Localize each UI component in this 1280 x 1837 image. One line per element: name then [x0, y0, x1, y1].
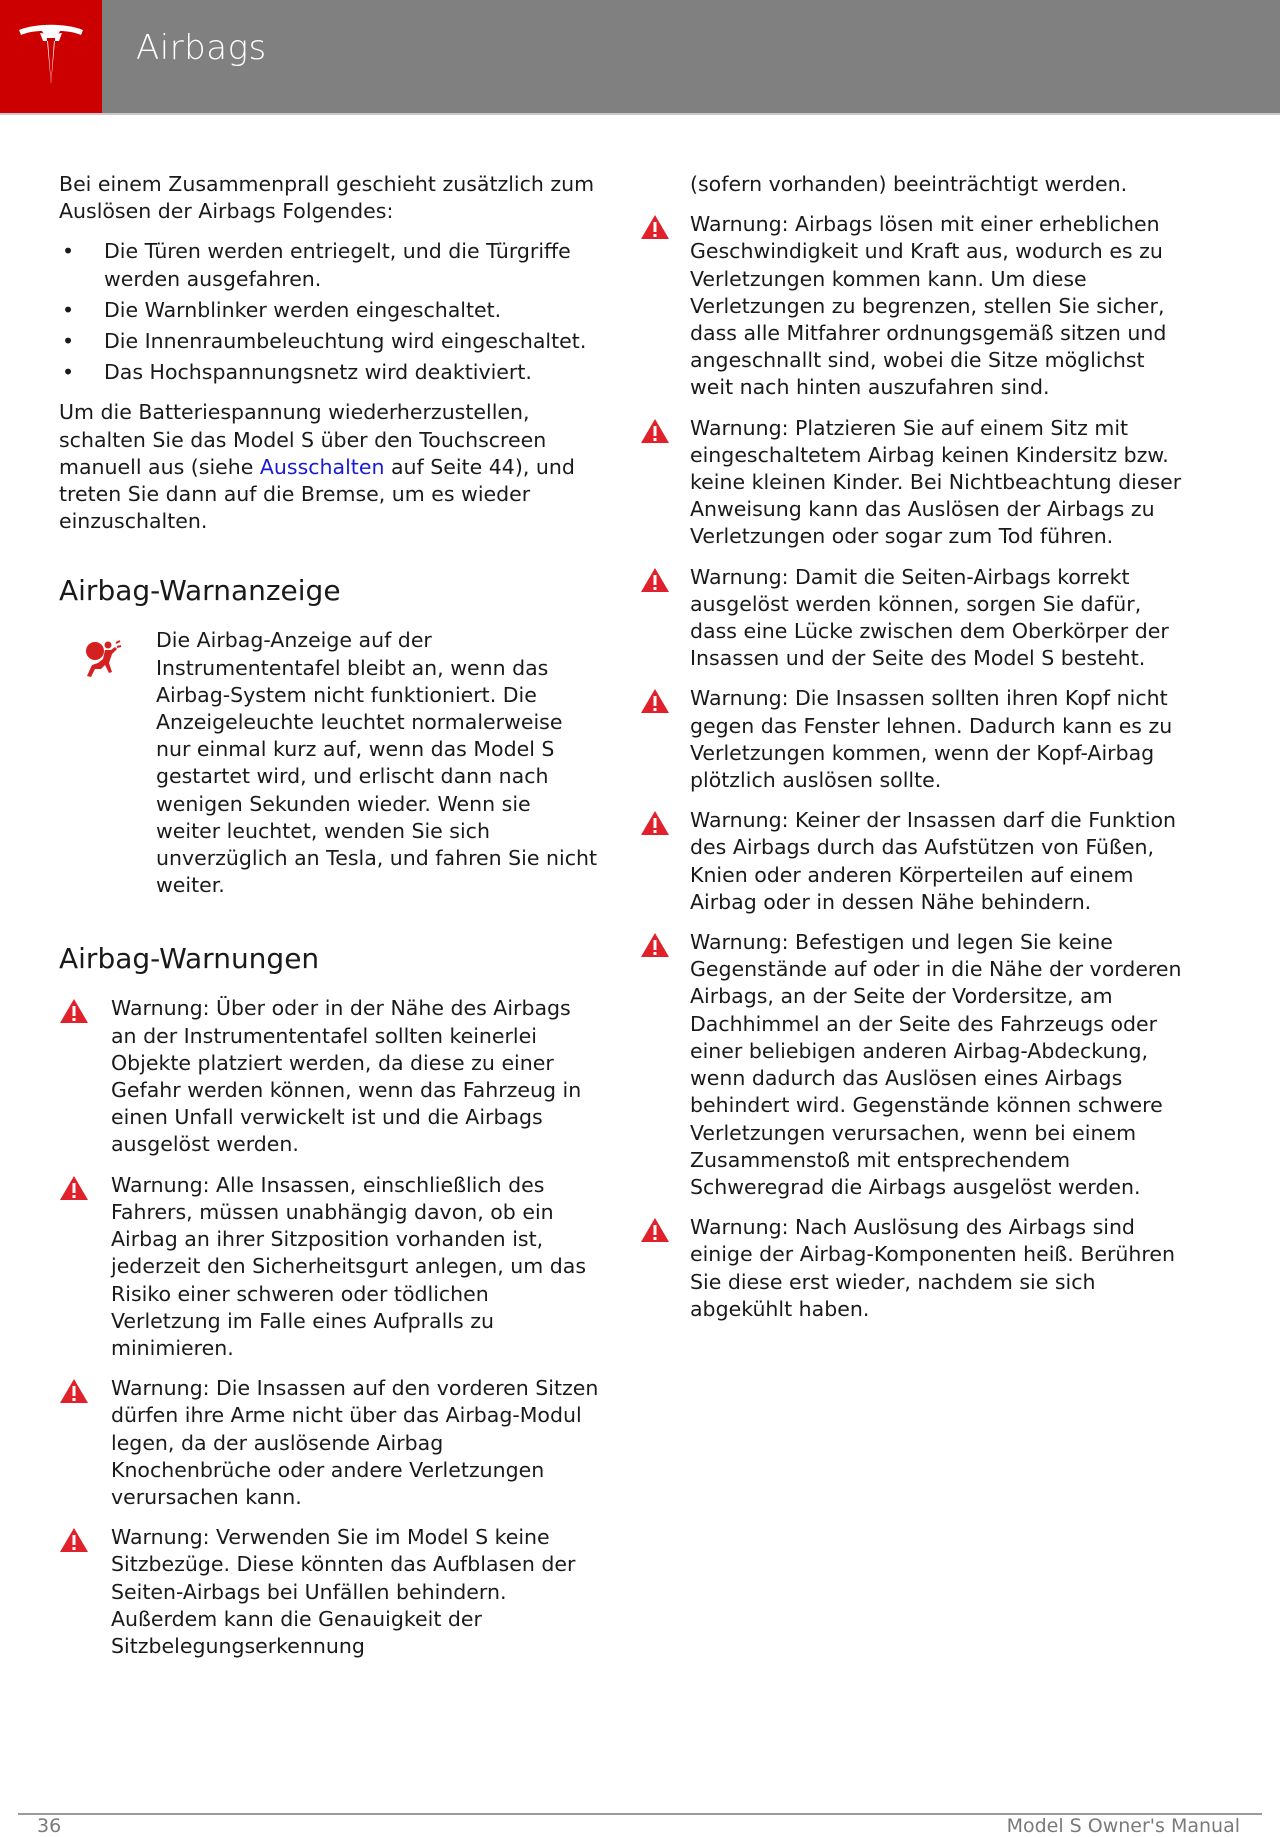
- warning-text: Warnung: Alle Insassen, einschließlich des Fahrers, müssen unabhängig davon, ob ein Airbag an ihrer Sitzposition vorhanden ist, jederzeit den Sicherheitsgurt anlegen, um das Risiko einer schweren oder tödlichen Verletzung im Falle eines Aufpralls zu minimieren.: [111, 1172, 587, 1360]
- ausschalten-link[interactable]: Ausschalten: [259, 454, 385, 479]
- restore-paragraph: [59, 399, 599, 535]
- warning-triangle-icon: [640, 688, 670, 714]
- warning-triangle-icon: [640, 214, 670, 240]
- list-item: [59, 359, 599, 386]
- warning-item: [690, 1214, 1190, 1323]
- warning-triangle-icon: [640, 810, 670, 836]
- warning-item: [690, 685, 1190, 794]
- warning-item: [690, 564, 1190, 673]
- warning-text: Warnung: Nach Auslösung des Airbags sind einige der Airbag-Komponenten heiß. Berühren Sie diese erst wieder, nachdem sie sich abgekühlt haben.: [690, 1215, 1176, 1321]
- warning-item: [690, 211, 1190, 401]
- bullet-icon: •: [62, 239, 75, 264]
- intro-paragraph: Bei einem Zusammenprall geschieht zusätzlich zum Auslösen der Airbags Folgendes:: [59, 172, 595, 224]
- warning-text: Warnung: Keiner der Insassen darf die Funktion des Airbags durch das Aufstützen von Füßen, Knien oder anderen Körperteilen auf einem Airbag oder in dessen Nähe behindern.: [690, 808, 1176, 914]
- warning-item: [59, 1375, 599, 1511]
- warning-text: Warnung: Platzieren Sie auf einem Sitz mit eingeschaltetem Airbag keinen Kindersitz bzw. keine kleinen Kinder. Bei Nichtbeachtung dieser Anweisung kann das Auslösen der Airbags zu Verletzungen oder sogar zum Tod führen.: [690, 415, 1182, 549]
- section-heading-warnungen: Airbag-Warnungen: [59, 942, 320, 976]
- warning-item: [690, 415, 1190, 551]
- list-item-text: Die Innenraumbeleuchtung wird eingeschaltet.: [104, 329, 587, 354]
- list-item: [59, 328, 599, 355]
- warning-triangle-icon: [59, 1378, 89, 1404]
- restore-text-after: auf Seite 44), und treten Sie dann auf die Bremse, um es wieder einzuschalten.: [59, 454, 575, 534]
- list-item: [59, 297, 599, 324]
- warning-text: Warnung: Verwenden Sie im Model S keine Sitzbezüge. Diese könnten das Aufblasen der Seiten-Airbags bei Unfällen behindern. Außerdem kann die Genauigkeit der Sitzbelegungserkennung: [111, 1525, 576, 1658]
- warning-item: [59, 1524, 599, 1660]
- warning-triangle-icon: [640, 1217, 670, 1243]
- warning-text: Warnung: Die Insassen sollten ihren Kopf nicht gegen das Fenster lehnen. Dadurch kann es zu Verletzungen kommen, wenn der Kopf-Airbag plötzlich auslösen sollte.: [690, 686, 1173, 793]
- airbag-indicator-icon: [81, 639, 125, 679]
- section-heading-warnanzeige: Airbag-Warnanzeige: [59, 574, 341, 608]
- airbag-indicator-block: [59, 627, 599, 899]
- bullet-icon: •: [62, 360, 75, 385]
- indicator-description: Die Airbag-Anzeige auf der Instrumententafel bleibt an, wenn das Airbag-System nicht funktioniert. Die Anzeigeleuchte leuchtet normalerweise nur einmal kurz auf, wenn das Model S gestartet wird, und erlischt dann nach wenigen Sekunden wieder. Wenn sie weiter leuchtet, wenden Sie sich unverzüglich an Tesla, und fahren Sie nicht weiter.: [156, 628, 598, 898]
- warning-text: Warnung: Befestigen und legen Sie keine Gegenstände auf oder in die Nähe der vorderen Airbags, an der Seite der Vordersitze, am Dachhimmel an der Seite des Fahrzeugs oder einer beliebigen anderen Airbag-Abdeckung, wenn dadurch das Auslösen eines Airbags behindert wird. Gegenstände können schwere Verletzungen verursachen, wenn bei einem Zusammenstoß mit entsprechendem Schweregrad die Airbags ausgelöst werden.: [690, 930, 1182, 1199]
- page-title: Airbags: [136, 28, 267, 68]
- warning-triangle-icon: [640, 567, 670, 593]
- warning-triangle-icon: [640, 932, 670, 958]
- warning-triangle-icon: [59, 1175, 89, 1201]
- warning-text: Warnung: Über oder in der Nähe des Airbags an der Instrumententafel sollten keinerlei Objekte platziert werden, da diese zu einer Gefahr werden können, wenn das Fahrzeug in einen Unfall verwickelt ist und die Airbags ausgelöst werden.: [111, 996, 582, 1157]
- crash-actions-list: [59, 238, 599, 386]
- warning-text: Warnung: Die Insassen auf den vorderen Sitzen dürfen ihre Arme nicht über das Airbag-Modul legen, da der auslösende Airbag Knochenbrüche oder andere Verletzungen verursachen kann.: [111, 1376, 599, 1509]
- list-item-text: Die Warnblinker werden eingeschaltet.: [104, 297, 502, 322]
- warning-text: Warnung: Damit die Seiten-Airbags korrekt ausgelöst werden können, sorgen Sie dafür, dass eine Lücke zwischen dem Oberkörper der Insassen und der Seite des Model S besteht.: [690, 564, 1169, 671]
- warning-item: [59, 1172, 599, 1362]
- warning-text: Warnung: Airbags lösen mit einer erheblichen Geschwindigkeit und Kraft aus, wodurch es zu Verletzungen kommen kann. Um diese Verletzungen zu begrenzen, stellen Sie sicher, dass alle Mitfahrer ordnungsgemäß sitzen und angeschnallt sind, wobei die Sitze möglichst weit nach hinten auszufahren sind.: [690, 212, 1167, 400]
- list-item-text: Das Hochspannungsnetz wird deaktiviert.: [104, 360, 532, 385]
- list-item: [59, 238, 599, 292]
- bullet-icon: •: [62, 329, 75, 354]
- restore-text: Um die Batteriespannung wiederherzustellen, schalten Sie das Model S über den Touchscreen manuell aus (siehe: [59, 400, 547, 479]
- warning-continuation: (sofern vorhanden) beeinträchtigt werden.: [690, 172, 1128, 196]
- tesla-logo-icon: [16, 22, 86, 86]
- warning-triangle-icon: [59, 998, 89, 1024]
- warning-item: [59, 995, 599, 1158]
- tesla-logo: [0, 0, 102, 113]
- warning-item: [690, 929, 1190, 1201]
- right-column: [690, 171, 1190, 1336]
- left-column: [59, 171, 599, 1673]
- warning-item: [690, 807, 1190, 916]
- list-item-text: Die Türen werden entriegelt, und die Türgriffe werden ausgefahren.: [104, 239, 571, 291]
- bullet-icon: •: [62, 297, 75, 322]
- manual-title: Model S Owner's Manual: [1006, 1815, 1240, 1837]
- page-number: 36: [37, 1815, 62, 1837]
- warning-triangle-icon: [640, 418, 670, 444]
- page-header: [0, 0, 1280, 115]
- warning-triangle-icon: [59, 1527, 89, 1553]
